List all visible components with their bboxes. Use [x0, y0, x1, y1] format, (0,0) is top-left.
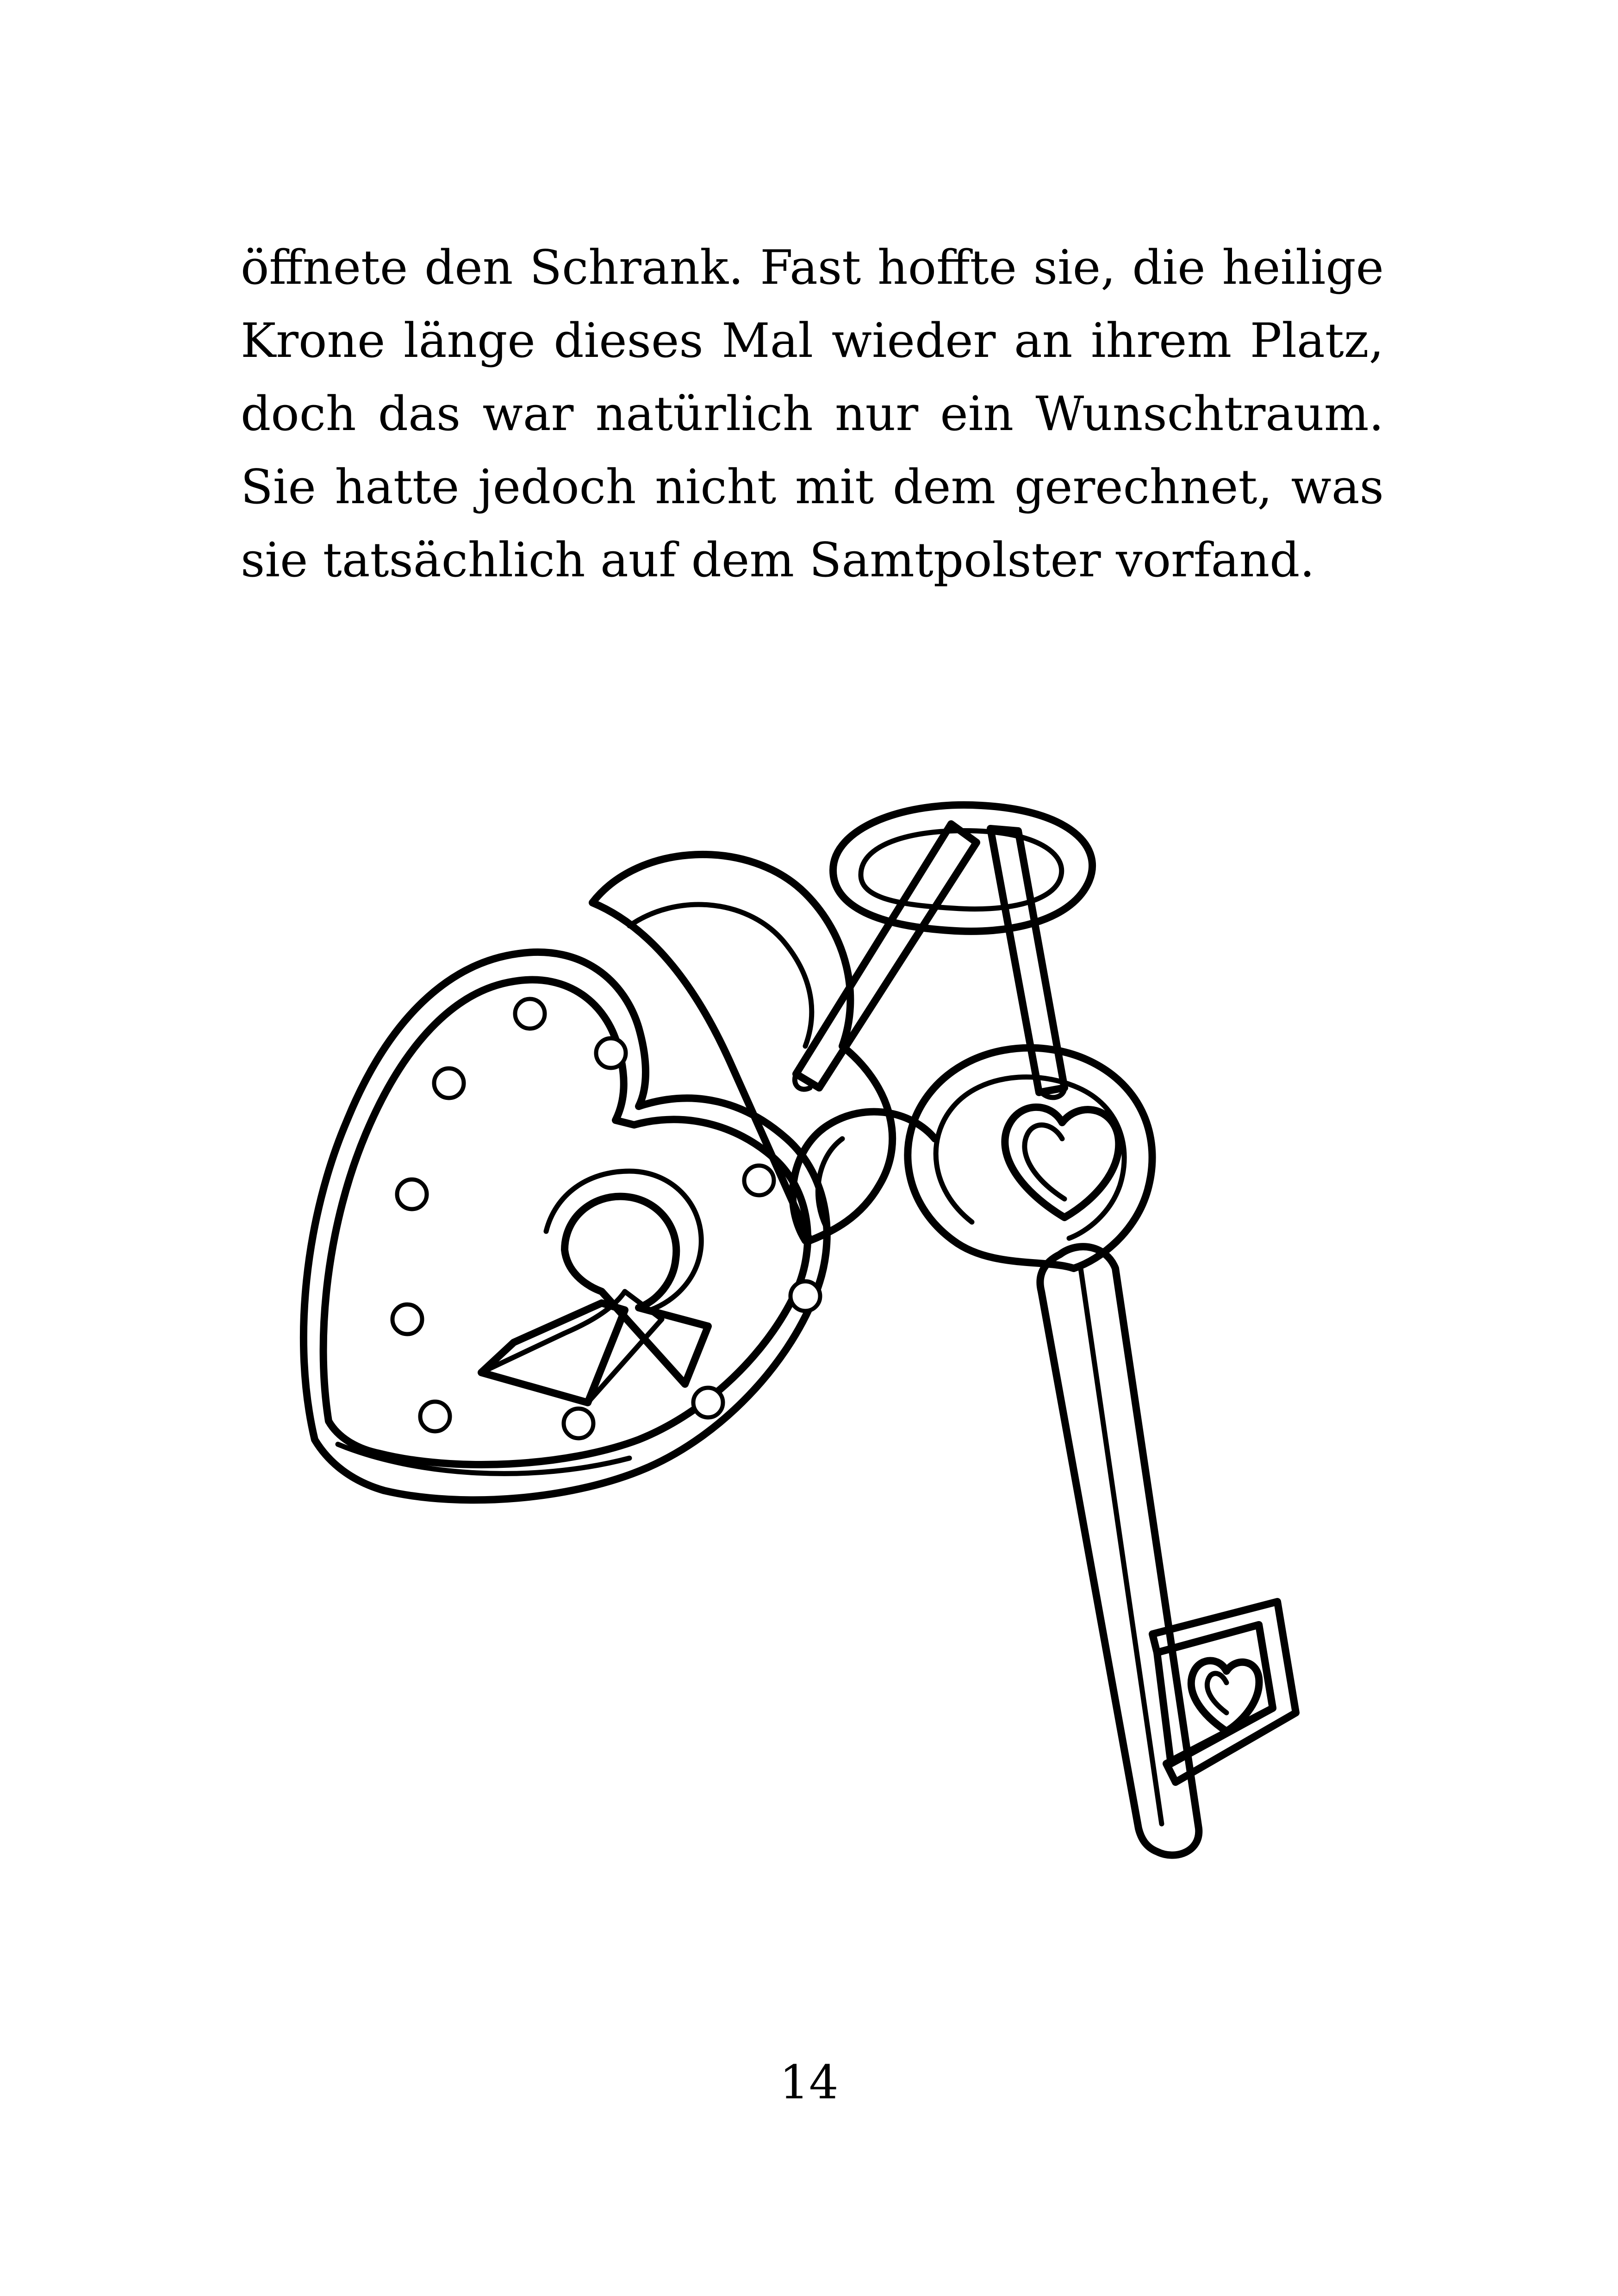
- body-paragraph: öffnete den Schrank. Fast hoffte sie, die heilige Krone länge dieses Mal wieder an ihrem Platz, doch das war natürlich nur ein Wunschtraum. Sie hatte jedoch nicht mit dem gerechnet, was sie tatsächlich auf dem Samtpolster vorfand.: [241, 240, 1384, 588]
- page-number: 14: [779, 2055, 839, 2109]
- heart-padlock-and-key-icon: [231, 787, 1388, 1898]
- rivet: [434, 1068, 464, 1098]
- rivet: [693, 1388, 723, 1417]
- rivet: [515, 999, 545, 1029]
- rivet: [564, 1409, 593, 1438]
- rivet: [790, 1281, 820, 1311]
- rivet: [596, 1038, 626, 1068]
- heart-padlock: [304, 952, 827, 1500]
- rivet: [744, 1166, 774, 1195]
- rivet: [420, 1402, 450, 1431]
- key-bit: [1152, 1602, 1296, 1782]
- rivet: [397, 1179, 427, 1209]
- rivet: [392, 1304, 422, 1334]
- key-bow: [908, 1048, 1152, 1268]
